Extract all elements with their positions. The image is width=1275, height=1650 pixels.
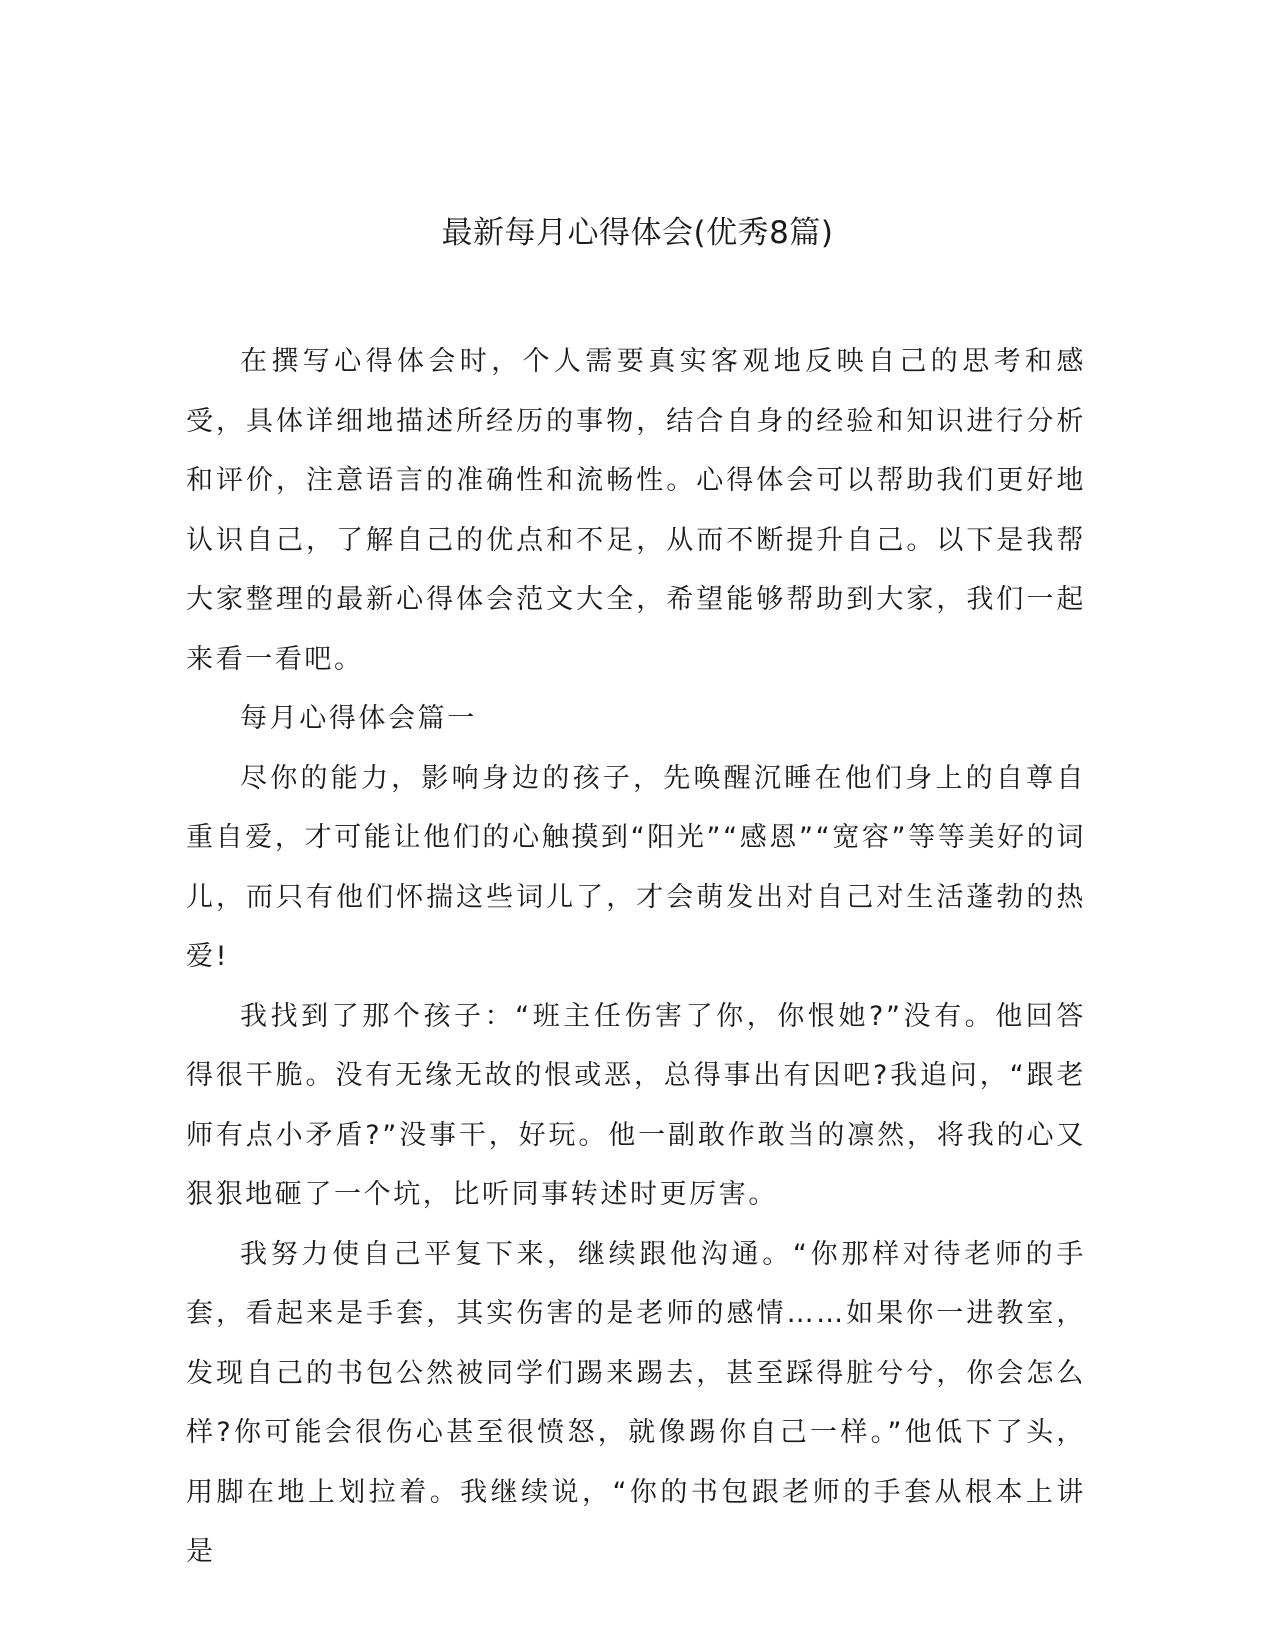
document-body	[186, 332, 1086, 1582]
section-heading: 每月心得体会篇一	[240, 703, 477, 734]
body-paragraph: 尽你的能力，影响身边的孩子，先唤醒沉睡在他们身上的自尊自重自爱，才可能让他们的心触摸到“阳光”“感恩”“宽容”等等美好的词儿，而只有他们怀揣这些词儿了，才会萌发出对自己对生活蓬勃的热爱!	[186, 762, 1086, 972]
intro-paragraph: 在撰写心得体会时，个人需要真实客观地反映自己的思考和感受，具体详细地描述所经历的事物，结合自身的经验和知识进行分析和评价，注意语言的准确性和流畅性。心得体会可以帮助我们更好地认识自己，了解自己的优点和不足，从而不断提升自己。以下是我帮大家整理的最新心得体会范文大全，希望能够帮助到大家，我们一起来看一看吧。	[186, 346, 1086, 675]
body-paragraph: 我努力使自己平复下来，继续跟他沟通。“你那样对待老师的手套，看起来是手套，其实伤害的是老师的感情……如果你一进教室，发现自己的书包公然被同学们踢来踢去，甚至踩得脏兮兮，你会怎么样?你可能会很伤心甚至很愤怒，就像踢你自己一样。”他低下了头，用脚在地上划拉着。我继续说，“你的书包跟老师的手套从根本上讲是	[186, 1238, 1086, 1567]
document-title: 最新每月心得体会(优秀8篇)	[441, 215, 834, 251]
body-paragraph: 我找到了那个孩子：“班主任伤害了你，你恨她?”没有。他回答得很干脆。没有无缘无故的恨或恶，总得事出有因吧?我追问，“跟老师有点小矛盾?”没事干，好玩。他一副敢作敢当的凛然，将我的心又狠狠地砸了一个坑，比听同事转述时更厉害。	[186, 1000, 1086, 1210]
